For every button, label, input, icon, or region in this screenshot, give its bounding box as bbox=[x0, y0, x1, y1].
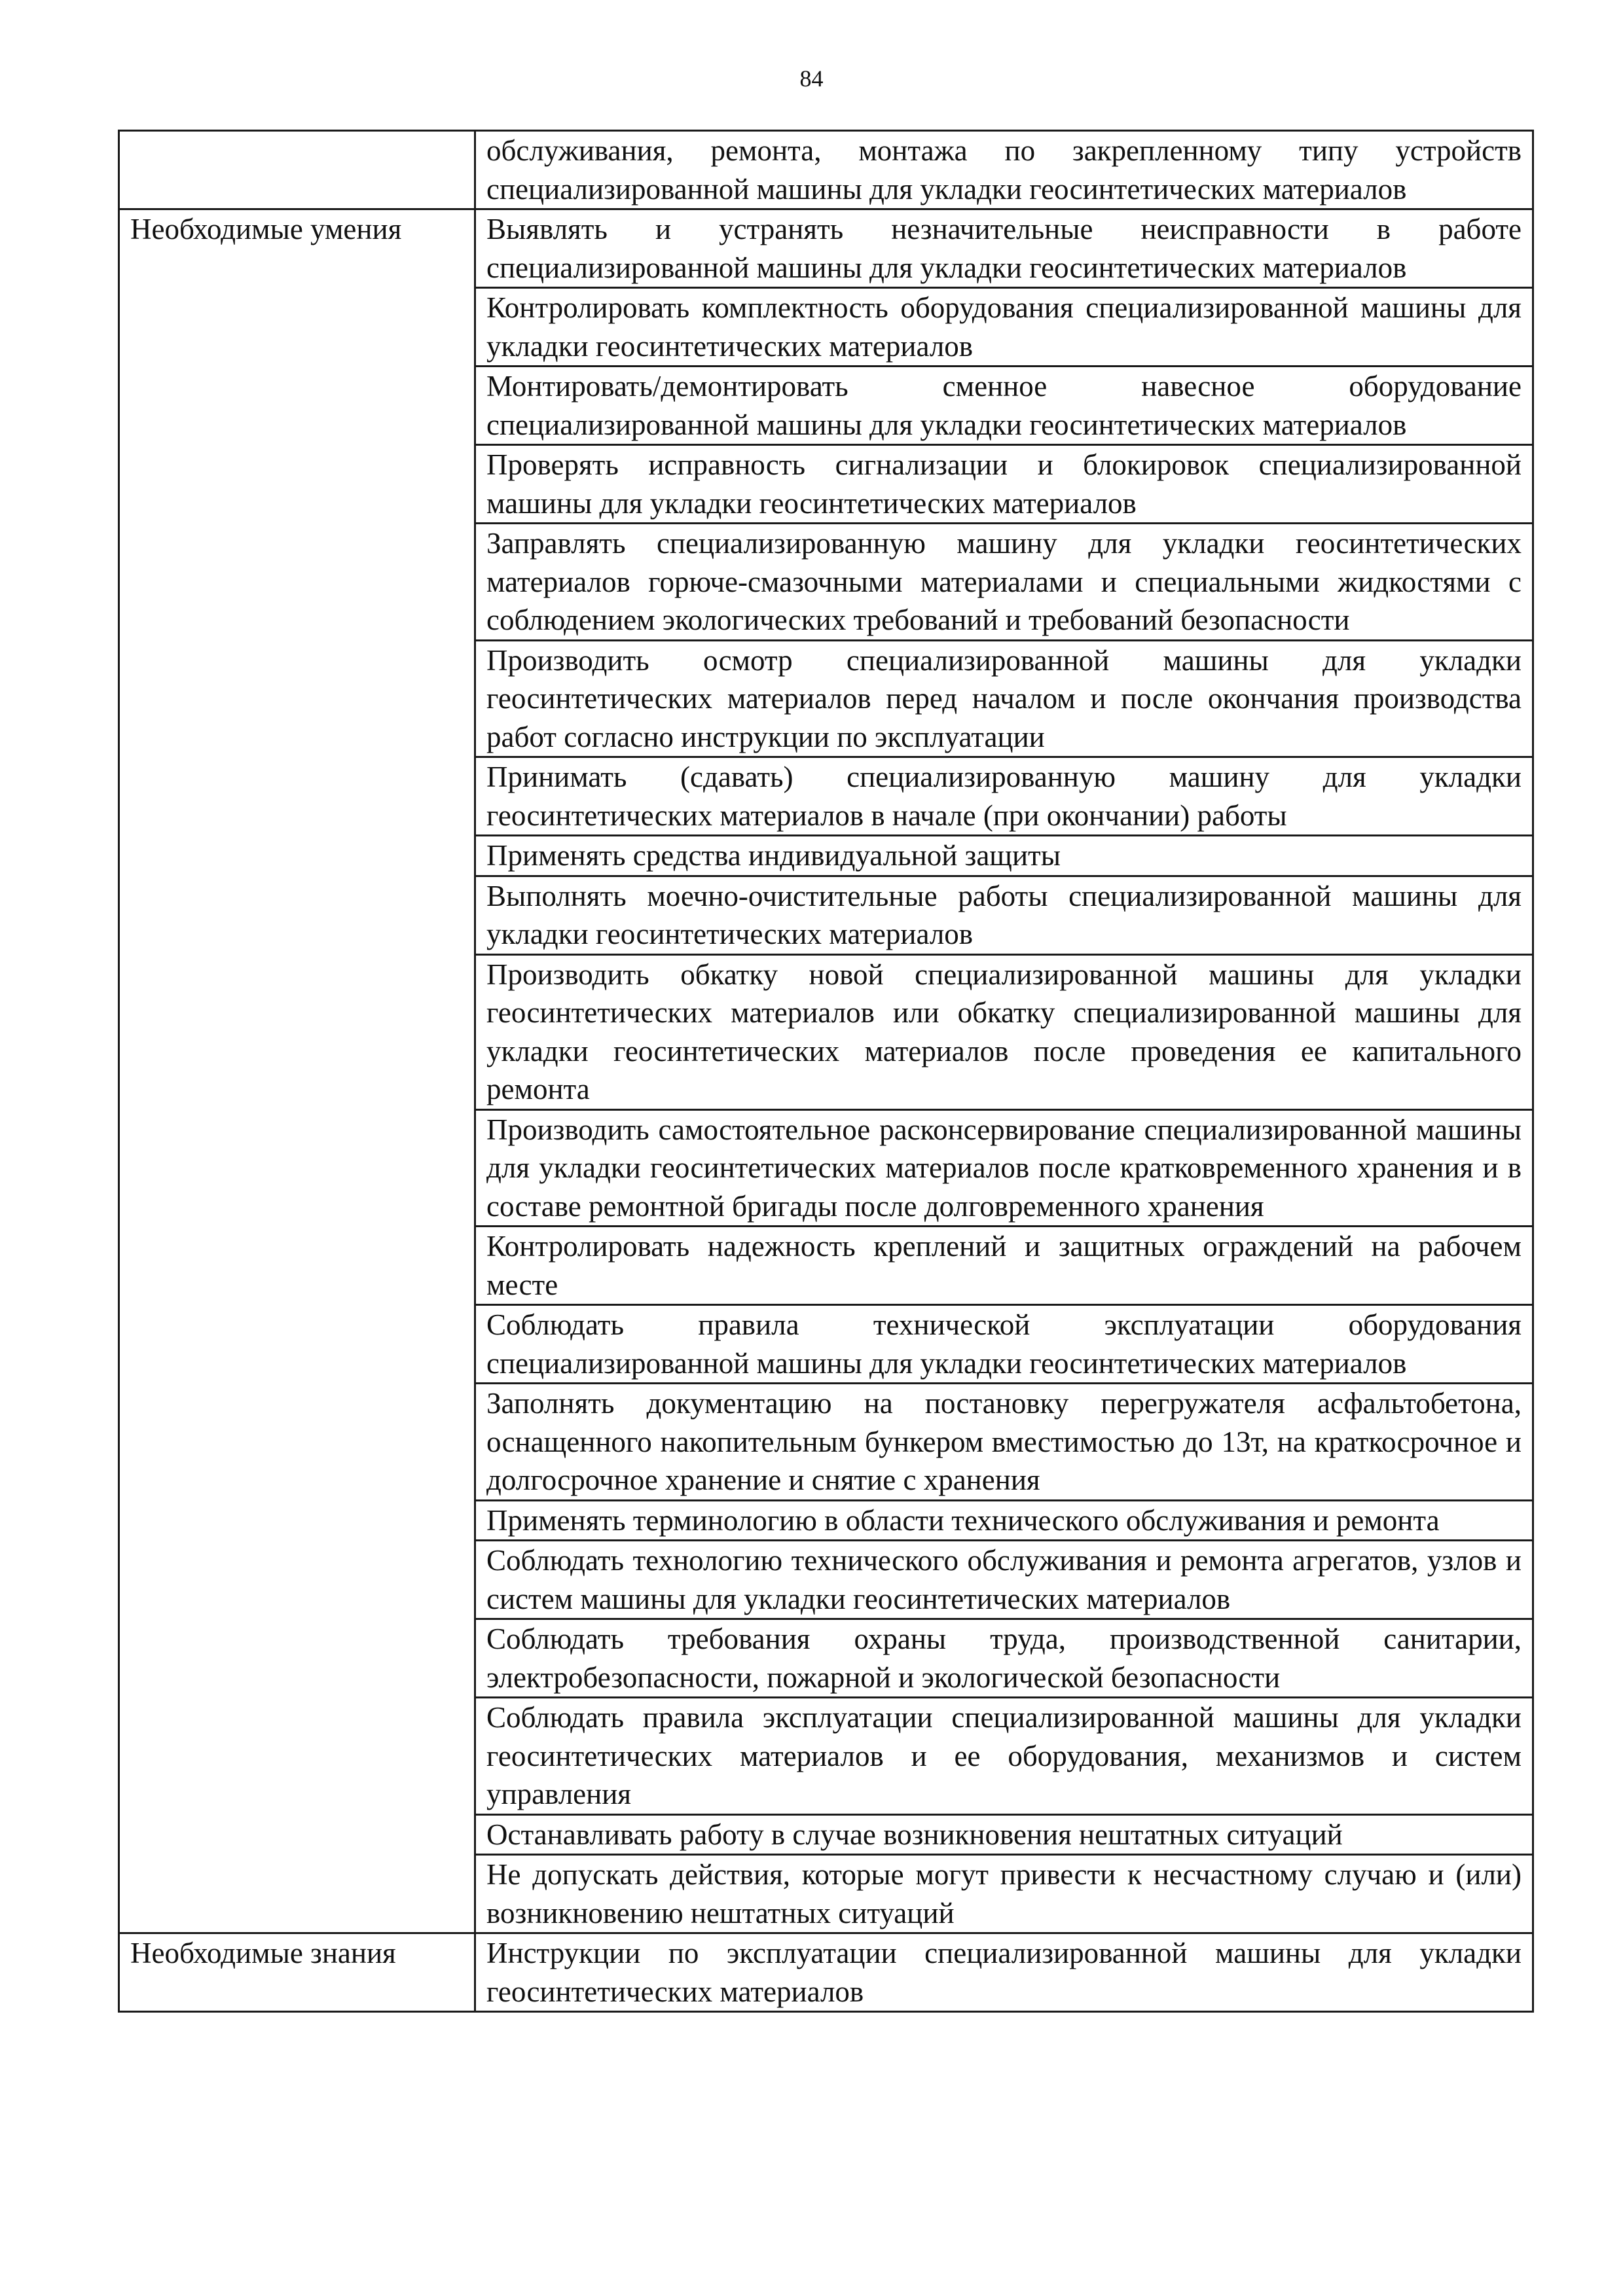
skill-item: Не допускать действия, которые могут привести к несчастному случаю и (или) возникновению нештатных ситуаций bbox=[475, 1855, 1533, 1933]
skill-item: Выполнять моечно-очистительные работы специализированной машины для укладки геосинтетических материалов bbox=[475, 876, 1533, 954]
skill-item: Контролировать надежность креплений и защитных ограждений на рабочем месте bbox=[475, 1227, 1533, 1305]
skill-item: Проверять исправность сигнализации и блокировок специализированной машины для укладки геосинтетических материалов bbox=[475, 445, 1533, 524]
skill-item: Заправлять специализированную машину для укладки геосинтетических материалов горюче-смазочными материалами и специальными жидкостями с соблюдением экологических требований и требований безопасности bbox=[475, 524, 1533, 641]
skill-item: Останавливать работу в случае возникновения нештатных ситуаций bbox=[475, 1814, 1533, 1855]
skill-item: Применять средства индивидуальной защиты bbox=[475, 836, 1533, 876]
skill-item: Соблюдать требования охраны труда, производственной санитарии, электробезопасности, пожарной и экологической безопасности bbox=[475, 1619, 1533, 1698]
knowledge-item: Инструкции по эксплуатации специализированной машины для укладки геосинтетических материалов bbox=[475, 1933, 1533, 2012]
skill-item: Производить самостоятельное расконсервирование специализированной машины для укладки геосинтетических материалов после кратковременного хранения и в составе ремонтной бригады после долговременного хранения bbox=[475, 1109, 1533, 1227]
skills-label: Необходимые умения bbox=[119, 209, 475, 1933]
skill-item: Принимать (сдавать) специализированную машину для укладки геосинтетических материалов в начале (при окончании) работы bbox=[475, 757, 1533, 836]
skill-item: Производить обкатку новой специализированной машины для укладки геосинтетических материалов или обкатку специализированной машины для укладки геосинтетических материалов после проведения ее капитального ремонта bbox=[475, 954, 1533, 1109]
skill-item: Монтировать/демонтировать сменное навесное оборудование специализированной машины для укладки геосинтетических материалов bbox=[475, 367, 1533, 445]
page-number: 84 bbox=[799, 65, 824, 92]
skill-item: Применять терминологию в области технического обслуживания и ремонта bbox=[475, 1500, 1533, 1541]
skill-item: Заполнять документацию на постановку перегружателя асфальтобетона, оснащенного накопительным бункером вместимостью до 13т, на краткосрочное и долгосрочное хранение и снятие с хранения bbox=[475, 1384, 1533, 1501]
knowledge-label: Необходимые знания bbox=[119, 1933, 475, 2012]
skill-item: Соблюдать технологию технического обслуживания и ремонта агрегатов, узлов и систем машины для укладки геосинтетических материалов bbox=[475, 1541, 1533, 1619]
skill-item: Выявлять и устранять незначительные неисправности в работе специализированной машины для укладки геосинтетических материалов bbox=[475, 209, 1533, 288]
skill-item: Производить осмотр специализированной машины для укладки геосинтетических материалов перед началом и после окончания производства работ согласно инструкции по эксплуатации bbox=[475, 640, 1533, 757]
skill-item: Соблюдать правила эксплуатации специализированной машины для укладки геосинтетических материалов и ее оборудования, механизмов и систем управления bbox=[475, 1698, 1533, 1815]
empty-label-cell bbox=[119, 131, 475, 209]
table-row bbox=[119, 131, 1533, 209]
competency-table bbox=[118, 130, 1534, 2013]
table-row bbox=[119, 209, 1533, 288]
skill-item: Контролировать комплектность оборудования специализированной машины для укладки геосинтетических материалов bbox=[475, 288, 1533, 367]
continuation-cell: обслуживания, ремонта, монтажа по закрепленному типу устройств специализированной машины для укладки геосинтетических материалов bbox=[475, 131, 1533, 209]
skill-item: Соблюдать правила технической эксплуатации оборудования специализированной машины для укладки геосинтетических материалов bbox=[475, 1305, 1533, 1384]
table-row bbox=[119, 1933, 1533, 2012]
